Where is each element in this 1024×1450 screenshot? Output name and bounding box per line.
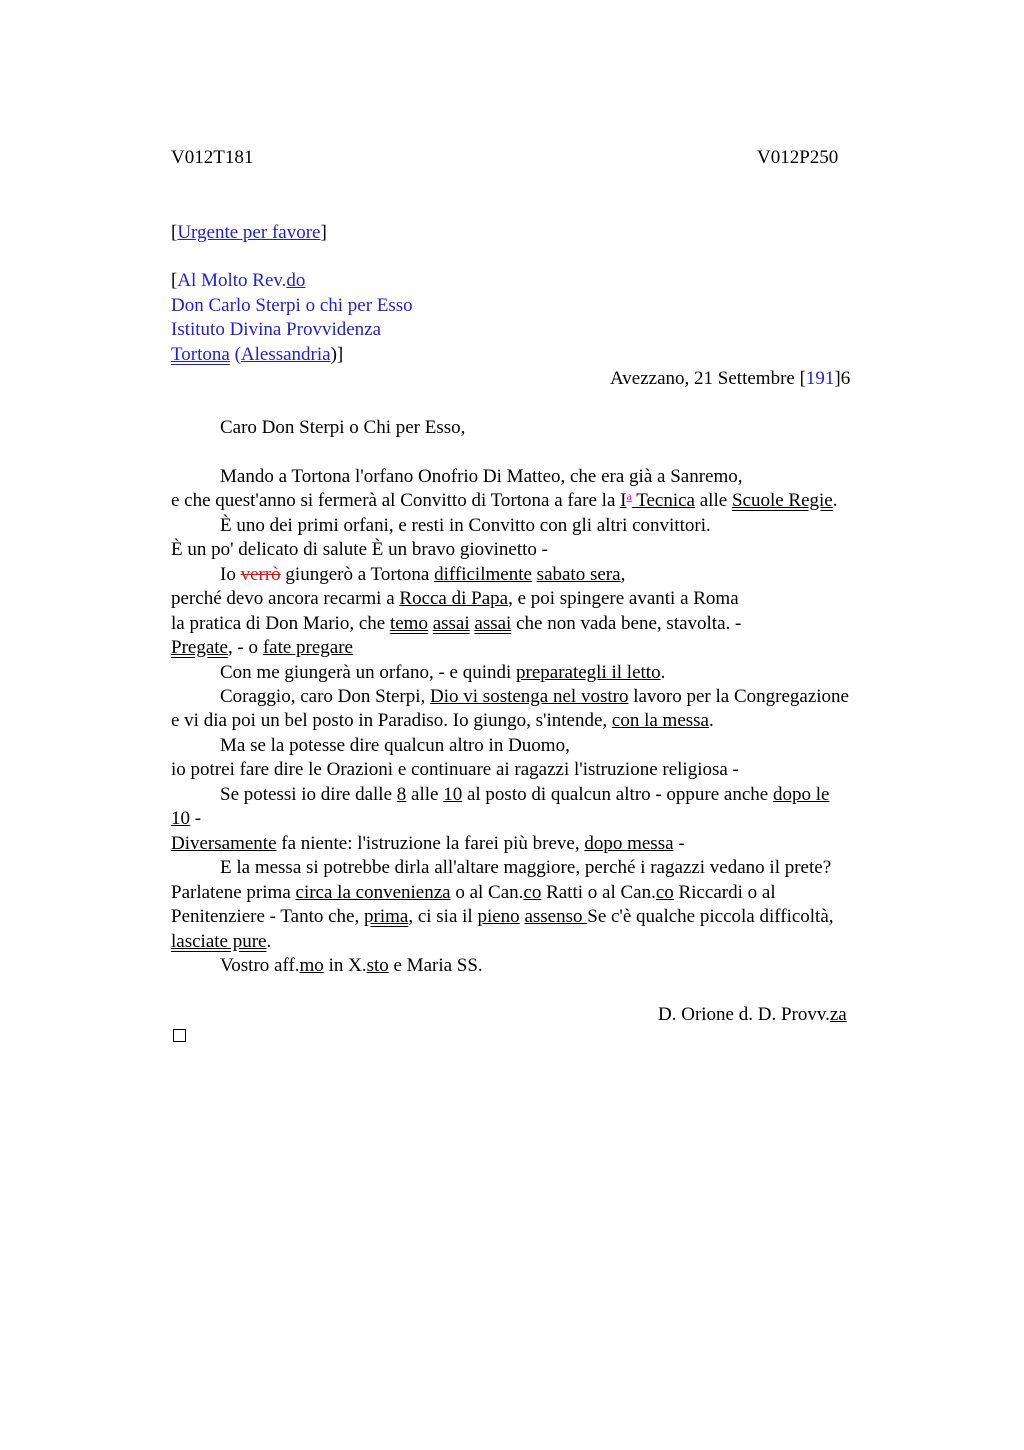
address-line-2: Don Carlo Sterpi o chi per Esso: [171, 295, 413, 316]
body-line-14: Se potessi io dire dalle 8 alle 10 al posto di qualcun altro - oppure anche dopo le: [220, 784, 830, 805]
document-code-right: V012P250: [757, 147, 839, 168]
address-line-4: Tortona (Alessandria)]: [171, 344, 344, 365]
document-code-left: V012T181: [171, 147, 254, 168]
body-line-10: Coraggio, caro Don Sterpi, Dio vi sostenga nel vostro lavoro per la Congregazione: [220, 686, 849, 707]
body-line-1: Mando a Tortona l'orfano Onofrio Di Matteo, che era già a Sanremo,: [220, 466, 743, 487]
body-line-15: 10 -: [171, 808, 202, 829]
salutation: Caro Don Sterpi o Chi per Esso,: [220, 417, 466, 438]
body-line-11: e vi dia poi un bel posto in Paradiso. Io giungo, s'intende, con la messa.: [171, 710, 714, 731]
body-line-8: Pregate, - o fate pregare: [171, 637, 353, 658]
body-line-18: Parlatene prima circa la convenienza o al Can.co Ratti o al Can.co Riccardi o al: [171, 882, 776, 903]
body-line-19: Penitenziere - Tanto che, prima, ci sia il pieno assenso Se c'è qualche piccola difficoltà,: [171, 906, 834, 927]
bracket-open: [: [171, 222, 178, 243]
dateline: Avezzano, 21 Settembre [191]6: [610, 368, 851, 389]
checkbox-square-icon: [173, 1029, 186, 1042]
body-line-2: e che quest'anno si fermerà al Convitto di Tortona a fare la $I^a$ Tecnica alle Scuole Regie.: [171, 489, 838, 511]
urgent-note: [171, 221, 327, 245]
closing-line: Vostro aff.mo in X.sto e Maria SS.: [220, 955, 483, 976]
bracket-close: ]: [320, 222, 327, 243]
body-line-6: perché devo ancora recarmi a Rocca di Papa, e poi spingere avanti a Roma: [171, 588, 739, 609]
address-line-1: [Al Molto Rev.do: [171, 270, 306, 291]
body-line-3: È uno dei primi orfani, e resti in Convitto con gli altri convittori.: [220, 515, 711, 536]
body-line-9: Con me giungerà un orfano, - e quindi preparategli il letto.: [220, 662, 666, 683]
body-line-20: lasciate pure.: [171, 931, 272, 952]
body-line-7: la pratica di Don Mario, che temo assai assai che non vada bene, stavolta. -: [171, 613, 742, 634]
body-line-13: io potrei fare dire le Orazioni e continuare ai ragazzi l'istruzione religiosa -: [171, 759, 739, 780]
address-line-3: Istituto Divina Provvidenza: [171, 319, 382, 340]
signature: D. Orione d. D. Provv.za: [658, 1004, 847, 1025]
body-line-4: È un po' delicato di salute È un bravo giovinetto -: [171, 539, 549, 560]
body-line-17: E la messa si potrebbe dirla all'altare maggiore, perché i ragazzi vedano il prete?: [220, 857, 832, 878]
body-line-12: Ma se la potesse dire qualcun altro in Duomo,: [220, 735, 570, 756]
urgent-text: Urgente per favore: [177, 222, 321, 243]
struck-word: verrò: [240, 564, 281, 585]
body-line-5: Io verrò giungerò a Tortona difficilmente sabato sera,: [220, 564, 626, 585]
body-line-16: Diversamente fa niente: l'istruzione la farei più breve, dopo messa -: [171, 833, 685, 854]
